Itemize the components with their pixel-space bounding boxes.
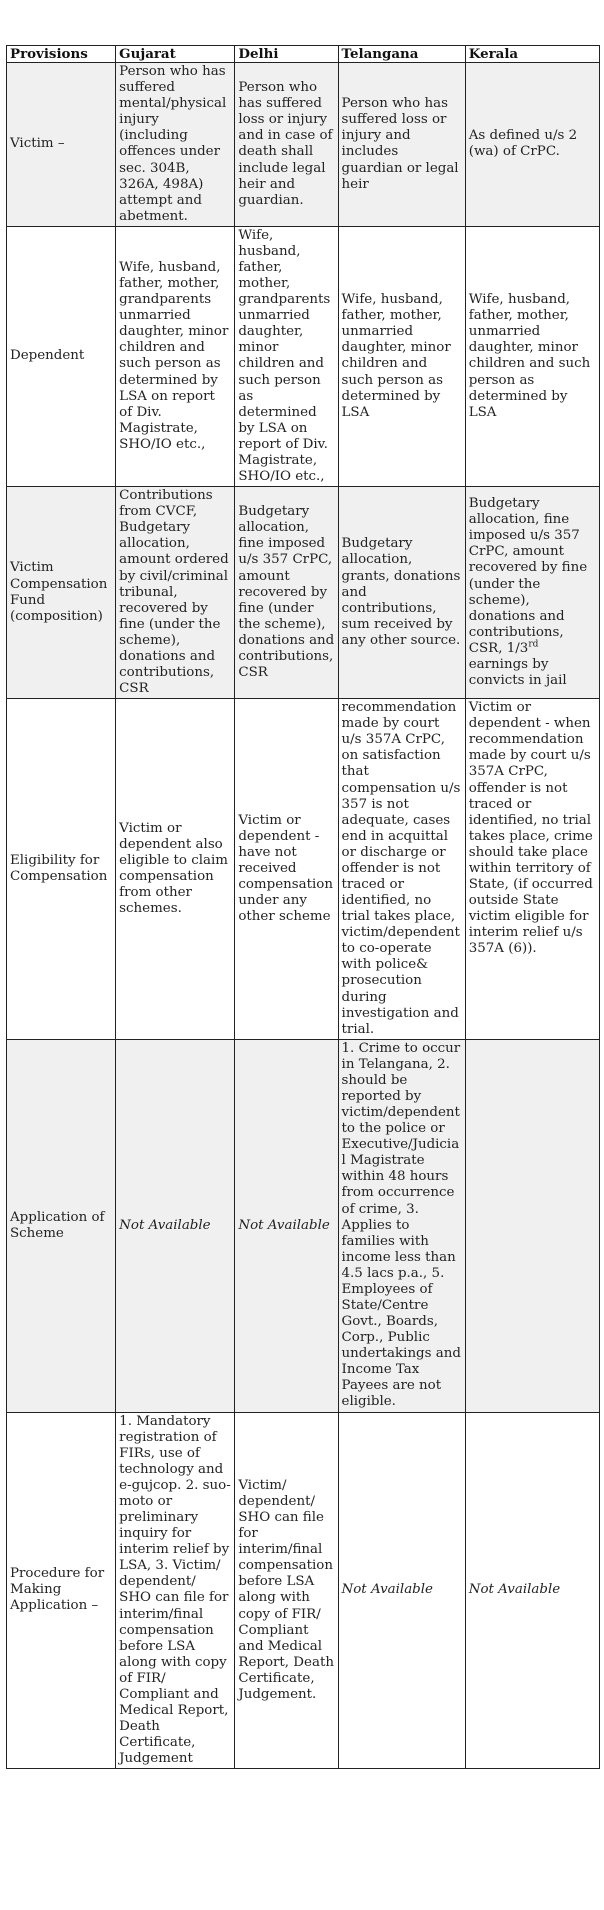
table-row-fund [7,487,600,699]
header-kerala: Kerala [465,46,599,63]
not-available-text: Not Available [119,1217,211,1233]
cell-delhi: Wife, husband, father, mother, grandparents unmarried daughter, minor children and such person as determined by LSA on report of Div. Magistrate, SHO/IO etc., [235,226,338,486]
kerala-fund-text: Budgetary allocation, fine imposed u/s 357 CrPC, amount recovered by fine (under the scheme), donations and contributions, CSR, 1/3 [468,496,588,656]
cell-gujarat [116,1039,235,1412]
cell-telangana [338,1412,465,1769]
cell-delhi [235,1039,338,1412]
table-row-eligibility [7,699,600,1040]
cell-telangana: Person who has suffered loss or injury and includes guardian or legal heir [338,63,465,227]
cell-gujarat: Victim or dependent also eligible to claim compensation from other schemes. [116,699,235,1040]
cell-gujarat: 1. Mandatory registration of FIRs, use of technology and e-gujcop. 2. suo-moto or preliminary inquiry for interim relief by LSA, 3. Victim/ dependent/ SHO can file for interim/final compensation before LSA along with copy of FIR/ Compliant and Medical Report, Death Certificate, Judgement [116,1412,235,1769]
provisions-comparison-table [6,45,600,1769]
table-header-row [7,46,600,63]
cell-telangana: 1. Crime to occur in Telangana, 2. should be reported by victim/dependent to the police or Executive/Judicial Magistrate within 48 hours from occurrence of crime, 3. Applies to families with income less than 4.5 lacs p.a., 5. Employees of State/Centre Govt., Boards, Corp., Public undertakings and Income Tax Payees are not eligible. [338,1039,465,1412]
cell-gujarat: Wife, husband, father, mother, grandparents unmarried daughter, minor children and such person as determined by LSA on report of Div. Magistrate, SHO/IO etc., [116,226,235,486]
not-available-text: Not Available [468,1582,561,1598]
kerala-fund-tail: earnings by convicts in jail [468,656,567,688]
table-row-application [7,1039,600,1412]
cell-provision: Eligibility for Compensation [7,699,116,1040]
table-row-dependent [7,226,600,486]
header-provisions: Provisions [7,46,116,63]
cell-provision: Victim Compensation Fund (composition) [7,487,116,699]
cell-delhi: Victim or dependent - have not received compensation under any other scheme [235,699,338,1040]
cell-kerala: Wife, husband, father, mother, unmarried daughter, minor children and such person as determined by LSA [465,226,599,486]
superscript-rd: rd [528,639,539,650]
table-row-procedure [7,1412,600,1769]
cell-telangana: Wife, husband, father, mother, unmarried daughter, minor children and such person as determined by LSA [338,226,465,486]
header-delhi: Delhi [235,46,338,63]
cell-telangana: recommendation made by court u/s 357A CrPC, on satisfaction that compensation u/s 357 is not adequate, cases end in acquittal or discharge or offender is not traced or identified, no trial takes place, victim/dependent to co-operate with police& prosecution during investigation and trial. [338,699,465,1040]
cell-provision: Application of Scheme [7,1039,116,1412]
cell-delhi: Person who has suffered loss or injury and in case of death shall include legal heir and guardian. [235,63,338,227]
cell-kerala [465,1412,599,1769]
cell-kerala: Victim or dependent - when recommendation made by court u/s 357A CrPC, offender is not traced or identified, no trial takes place, crime should take place within territory of State, (if occurred outside State victim eligible for interim relief u/s 357A (6)). [465,699,599,1040]
cell-kerala [465,1039,599,1412]
cell-provision: Procedure for Making Application – [7,1412,116,1769]
cell-kerala [465,487,599,699]
cell-provision: Dependent [7,226,116,486]
header-gujarat: Gujarat [116,46,235,63]
not-available-text: Not Available [341,1582,433,1598]
cell-delhi: Budgetary allocation, fine imposed u/s 357 CrPC, amount recovered by fine (under the scheme), donations and contributions, CSR [235,487,338,699]
table-row-victim [7,63,600,227]
cell-provision: Victim – [7,63,116,227]
cell-kerala: As defined u/s 2 (wa) of CrPC. [465,63,599,227]
cell-delhi: Victim/ dependent/ SHO can file for interim/final compensation before LSA along with copy of FIR/ Compliant and Medical Report, Death Certificate, Judgement. [235,1412,338,1769]
cell-telangana: Budgetary allocation, grants, donations and contributions, sum received by any other source. [338,487,465,699]
not-available-text: Not Available [238,1217,330,1233]
cell-gujarat: Contributions from CVCF, Budgetary allocation, amount ordered by civil/criminal tribunal, recovered by fine (under the scheme), donations and contributions, CSR [116,487,235,699]
header-telangana: Telangana [338,46,465,63]
cell-gujarat: Person who has suffered mental/physical injury (including offences under sec. 304B, 326A, 498A) attempt and abetment. [116,63,235,227]
